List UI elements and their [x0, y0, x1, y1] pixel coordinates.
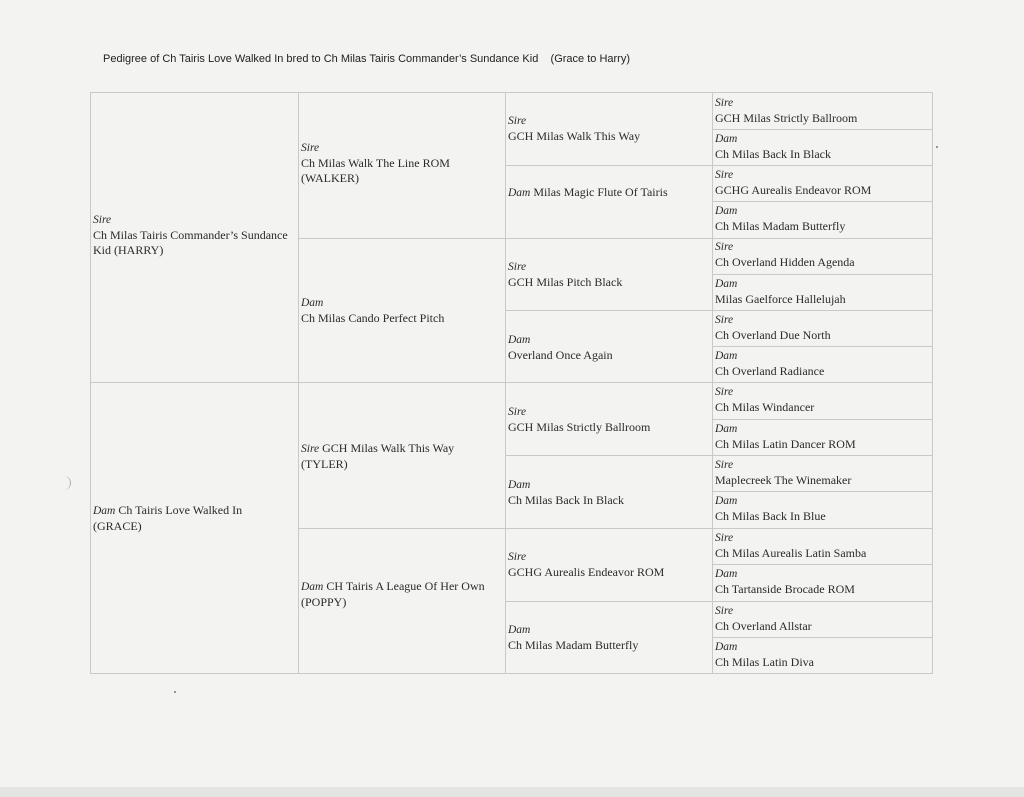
- gen3-cell: [508, 185, 708, 201]
- role-label: Sire: [508, 406, 527, 418]
- gen1-dam-cell: [93, 503, 293, 534]
- row-divider: [712, 419, 932, 420]
- role-label: Dam: [508, 187, 531, 199]
- ancestor-name: Ch Milas Walk The Line ROM (WALKER): [301, 156, 450, 185]
- gen3-cell: [508, 260, 708, 290]
- row-divider: [91, 382, 298, 383]
- row-divider: [712, 238, 932, 239]
- role-label: Dam: [508, 624, 531, 636]
- role-label: Dam: [715, 350, 738, 362]
- ancestor-name: Ch Milas Aurealis Latin Samba: [715, 546, 867, 560]
- gen3-cell: [508, 623, 708, 653]
- role-label: Dam: [508, 334, 531, 346]
- role-label: Dam: [715, 495, 738, 507]
- gen4-cell: [715, 604, 930, 634]
- gen2-cell: [301, 141, 496, 186]
- role-label: Dam: [301, 581, 324, 593]
- role-label: Sire: [508, 261, 527, 273]
- gen2-cell: [301, 441, 496, 472]
- ancestor-name: Ch Milas Latin Dancer ROM: [715, 437, 856, 451]
- ancestor-name: Ch Tairis Love Walked In (GRACE): [93, 503, 243, 533]
- gen2-cell: [301, 579, 496, 610]
- ancestor-name: GCH Milas Walk This Way: [508, 129, 641, 143]
- row-divider: [505, 528, 712, 529]
- ancestor-name: Ch Milas Back In Black: [715, 147, 831, 161]
- role-label: Dam: [715, 641, 738, 653]
- scan-bottom-edge: [0, 787, 1024, 797]
- gen4-cell: [715, 494, 930, 524]
- ancestor-name: Ch Milas Madam Butterfly: [508, 638, 639, 652]
- role-label: Dam: [508, 479, 531, 491]
- gen4-cell: [715, 422, 930, 452]
- pedigree-table: [90, 92, 933, 674]
- row-divider: [712, 528, 932, 529]
- ancestor-name: Milas Magic Flute Of Tairis: [533, 185, 668, 199]
- ancestor-name: Ch Milas Back In Black: [508, 493, 624, 507]
- column-divider: [712, 93, 713, 673]
- role-label: Sire: [715, 97, 734, 109]
- scan-speck: [936, 146, 938, 148]
- ancestor-name: Ch Overland Hidden Agenda: [715, 255, 855, 269]
- role-label: Dam: [715, 423, 738, 435]
- gen3-cell: [508, 333, 708, 363]
- role-label: Dam: [715, 568, 738, 580]
- gen1-sire-cell: [93, 213, 293, 258]
- role-label: Sire: [715, 241, 734, 253]
- page-title: Pedigree of Ch Tairis Love Walked In bred to Ch Milas Tairis Commander’s Sundance Kid (Grace to Harry): [103, 53, 631, 65]
- row-divider: [712, 601, 932, 602]
- ancestor-name: GCHG Aurealis Endeavor ROM: [715, 183, 872, 197]
- ancestor-name: GCHG Aurealis Endeavor ROM: [508, 565, 665, 579]
- row-divider: [505, 165, 712, 166]
- ancestor-name: Ch Overland Due North: [715, 328, 831, 342]
- gen3-cell: [508, 405, 708, 435]
- role-label: Dam: [715, 278, 738, 290]
- gen4-cell: [715, 277, 930, 307]
- row-divider: [298, 382, 505, 383]
- gen4-cell: [715, 204, 930, 234]
- row-divider: [505, 382, 712, 383]
- ancestor-name: GCH Milas Strictly Ballroom: [508, 420, 651, 434]
- row-divider: [505, 310, 712, 311]
- scan-speck: [174, 691, 176, 693]
- gen4-cell: [715, 531, 930, 561]
- ancestor-name: GCH Milas Strictly Ballroom: [715, 111, 858, 125]
- gen4-cell: [715, 385, 930, 415]
- row-divider: [505, 455, 712, 456]
- gen4-cell: [715, 458, 930, 488]
- row-divider: [712, 310, 932, 311]
- gen3-cell: [508, 550, 708, 580]
- gen4-cell: [715, 96, 930, 126]
- ancestor-name: Ch Milas Latin Diva: [715, 655, 814, 669]
- gen3-cell: [508, 114, 708, 144]
- role-label: Sire: [715, 459, 734, 471]
- role-label: Sire: [93, 214, 112, 226]
- ancestor-name: Ch Overland Allstar: [715, 619, 812, 633]
- role-label: Dam: [93, 505, 116, 517]
- column-divider: [505, 93, 506, 673]
- ancestor-name: Ch Milas Tairis Commander’s Sundance Kid (HARRY): [93, 228, 288, 257]
- row-divider: [298, 238, 505, 239]
- ancestor-name: Milas Gaelforce Hallelujah: [715, 292, 846, 306]
- column-divider: [298, 93, 299, 673]
- row-divider: [712, 165, 932, 166]
- ancestor-name: Ch Overland Radiance: [715, 364, 825, 378]
- ancestor-name: Ch Milas Cando Perfect Pitch: [301, 311, 445, 325]
- role-label: Sire: [508, 551, 527, 563]
- ancestor-name: Ch Tartanside Brocade ROM: [715, 582, 855, 596]
- role-label: Sire: [715, 605, 734, 617]
- role-label: Dam: [301, 297, 324, 309]
- ancestor-name: GCH Milas Walk This Way (TYLER): [301, 441, 455, 471]
- row-divider: [712, 382, 932, 383]
- ancestor-name: Ch Milas Windancer: [715, 400, 815, 414]
- gen3-cell: [508, 478, 708, 508]
- row-divider: [712, 564, 932, 565]
- gen2-cell: [301, 296, 496, 326]
- gen4-cell: [715, 567, 930, 597]
- ancestor-name: CH Tairis A League Of Her Own (POPPY): [301, 579, 485, 609]
- row-divider: [712, 346, 932, 347]
- role-label: Dam: [715, 205, 738, 217]
- gen4-cell: [715, 640, 930, 670]
- ancestor-name: Ch Milas Madam Butterfly: [715, 219, 846, 233]
- row-divider: [712, 274, 932, 275]
- ancestor-name: Maplecreek The Winemaker: [715, 473, 852, 487]
- scan-margin-mark: [62, 476, 71, 490]
- row-divider: [712, 637, 932, 638]
- gen4-cell: [715, 240, 930, 270]
- role-label: Sire: [508, 115, 527, 127]
- gen4-cell: [715, 132, 930, 162]
- role-label: Dam: [715, 133, 738, 145]
- role-label: Sire: [301, 443, 320, 455]
- row-divider: [505, 238, 712, 239]
- row-divider: [712, 129, 932, 130]
- role-label: Sire: [715, 532, 734, 544]
- gen4-cell: [715, 168, 930, 198]
- role-label: Sire: [715, 314, 734, 326]
- row-divider: [505, 601, 712, 602]
- ancestor-name: Ch Milas Back In Blue: [715, 509, 826, 523]
- row-divider: [712, 201, 932, 202]
- role-label: Sire: [301, 142, 320, 154]
- role-label: Sire: [715, 169, 734, 181]
- row-divider: [712, 491, 932, 492]
- gen4-cell: [715, 349, 930, 379]
- gen4-cell: [715, 313, 930, 343]
- role-label: Sire: [715, 386, 734, 398]
- ancestor-name: GCH Milas Pitch Black: [508, 275, 623, 289]
- row-divider: [298, 528, 505, 529]
- row-divider: [712, 455, 932, 456]
- ancestor-name: Overland Once Again: [508, 348, 613, 362]
